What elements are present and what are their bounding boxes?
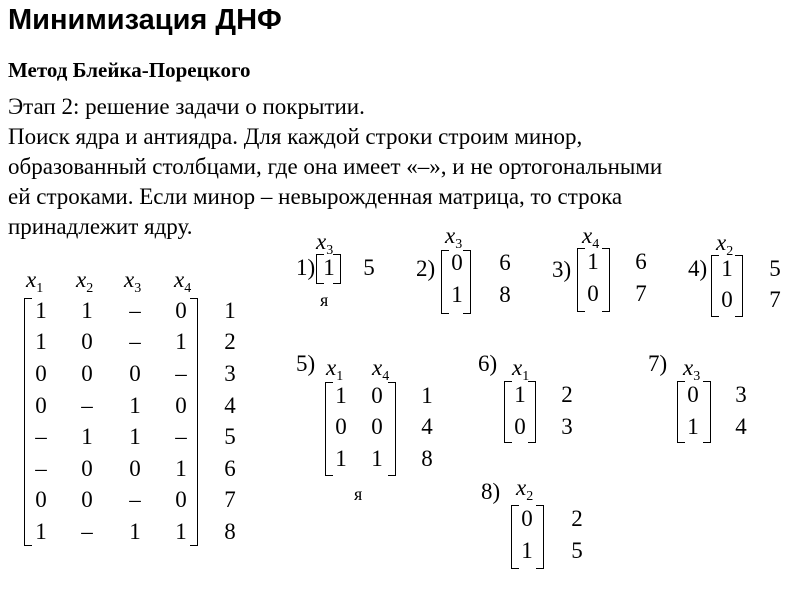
matrix-cell: – — [129, 329, 141, 354]
row-number: 7 — [769, 287, 781, 312]
matrix-cell: 1 — [175, 456, 187, 481]
minor-number: 8) — [481, 479, 501, 504]
row-number: 7 — [635, 281, 647, 306]
row-number: 5 — [363, 255, 375, 280]
row-number: 8 — [224, 519, 236, 544]
matrix-cell: 0 — [721, 287, 733, 312]
matrix-cell: 1 — [721, 256, 733, 281]
row-number: 8 — [499, 282, 511, 307]
matrix-cell: – — [129, 298, 141, 323]
matrix-cell: 1 — [35, 298, 47, 323]
matrix-cell: 0 — [514, 414, 526, 439]
matrix-cell: 1 — [81, 424, 93, 449]
method-subtitle: Метод Блейка-Порецкого — [8, 58, 251, 82]
minor-number: 5) — [296, 351, 316, 376]
paragraph-line: ей строками. Если минор – невырожденная матрица, то строка — [8, 184, 623, 209]
matrix-cell: 0 — [175, 393, 187, 418]
minor-header: $x_3$ — [683, 355, 701, 384]
matrix-cell: 1 — [129, 519, 141, 544]
kernel-mark: я — [320, 290, 329, 310]
minor-number: 7) — [648, 351, 668, 376]
row-number: 1 — [224, 298, 236, 323]
matrix-cell: 0 — [35, 487, 47, 512]
matrix-cell: – — [175, 424, 187, 449]
row-number: 3 — [561, 414, 573, 439]
matrix-cell: 1 — [587, 249, 599, 274]
matrix-cell: 0 — [451, 250, 463, 275]
minor-number: 3) — [552, 257, 572, 282]
minor-header: $x_4$ — [372, 355, 390, 384]
matrix-cell: 0 — [129, 361, 141, 386]
matrix-cell: 1 — [514, 382, 526, 407]
matrix-cell: 0 — [129, 456, 141, 481]
matrix-cell: 1 — [81, 298, 93, 323]
column-header: $x_4$ — [174, 267, 192, 296]
row-number: 8 — [421, 446, 433, 471]
matrix-cell: 0 — [687, 382, 699, 407]
matrix-cell: 0 — [335, 414, 347, 439]
matrix-cell: 0 — [81, 361, 93, 386]
matrix-cell: – — [175, 361, 187, 386]
column-header: $x_2$ — [76, 267, 94, 296]
minor-header: $x_3$ — [316, 229, 334, 258]
row-number: 6 — [499, 250, 511, 275]
row-number: 5 — [224, 424, 236, 449]
matrix-cell: 1 — [335, 446, 347, 471]
minor-header: $x_3$ — [445, 223, 463, 252]
matrix-cell: – — [35, 456, 47, 481]
matrix-cell: – — [35, 424, 47, 449]
minor-header: $x_2$ — [716, 230, 734, 259]
matrix-cell: 0 — [35, 393, 47, 418]
row-number: 5 — [769, 256, 781, 281]
matrix-cell: 1 — [451, 282, 463, 307]
matrix-cell: 0 — [371, 383, 383, 408]
matrix-cell: 1 — [35, 519, 47, 544]
matrix-cell: – — [129, 487, 141, 512]
matrix-cell: 0 — [175, 487, 187, 512]
minor-number: 1) — [296, 255, 316, 280]
kernel-mark: я — [354, 484, 363, 504]
row-number: 4 — [735, 414, 747, 439]
matrix-cell: 1 — [521, 538, 533, 563]
minor-number: 2) — [416, 256, 436, 281]
matrix-cell: – — [81, 519, 93, 544]
matrix-cell: 0 — [371, 414, 383, 439]
matrix-cell: 1 — [175, 329, 187, 354]
matrix-cell: 0 — [35, 361, 47, 386]
row-number: 7 — [224, 487, 236, 512]
minor-header: $x_2$ — [516, 475, 534, 504]
right-bracket — [703, 381, 711, 443]
matrix-cell: 1 — [129, 393, 141, 418]
matrix-cell: 0 — [81, 456, 93, 481]
row-number: 4 — [224, 393, 236, 418]
matrix-cell: 1 — [371, 446, 383, 471]
matrix-cell: 1 — [335, 383, 347, 408]
matrix-cell: 0 — [81, 487, 93, 512]
paragraph-line: Этап 2: решение задачи о покрытии. — [8, 94, 365, 119]
matrix-cell: 0 — [521, 506, 533, 531]
right-bracket — [388, 382, 396, 476]
matrix-cell: 0 — [175, 298, 187, 323]
paragraph-line: принадлежит ядру. — [8, 214, 193, 239]
matrix-cell: 0 — [587, 281, 599, 306]
row-number: 6 — [635, 249, 647, 274]
matrix-cell: 0 — [81, 329, 93, 354]
row-number: 2 — [571, 506, 583, 531]
row-number: 3 — [735, 382, 747, 407]
minor-header: $x_1$ — [326, 355, 344, 384]
paragraph-line: Поиск ядра и антиядра. Для каждой строки строим минор, — [8, 124, 583, 149]
minor-header: $x_4$ — [582, 223, 600, 252]
minor-header: $x_1$ — [512, 355, 530, 384]
column-header: $x_3$ — [124, 267, 142, 296]
row-number: 3 — [224, 361, 236, 386]
matrix-cell: 1 — [129, 424, 141, 449]
minor-number: 6) — [478, 351, 498, 376]
matrix-cell: 1 — [175, 519, 187, 544]
matrix-cell: 1 — [687, 414, 699, 439]
row-number: 5 — [571, 538, 583, 563]
matrix-cell: – — [81, 393, 93, 418]
matrix-cell: 1 — [35, 329, 47, 354]
matrix-cell: 1 — [323, 255, 335, 280]
row-number: 2 — [561, 382, 573, 407]
row-number: 2 — [224, 329, 236, 354]
paragraph-line: образованный столбцами, где она имеет «–», и не ортогональными — [8, 154, 663, 179]
row-number: 4 — [421, 414, 433, 439]
right-bracket — [333, 254, 341, 284]
column-header: $x_1$ — [26, 267, 44, 296]
page-title: Минимизация ДНФ — [8, 4, 282, 36]
row-number: 1 — [421, 383, 433, 408]
row-number: 6 — [224, 456, 236, 481]
minor-number: 4) — [688, 256, 708, 281]
